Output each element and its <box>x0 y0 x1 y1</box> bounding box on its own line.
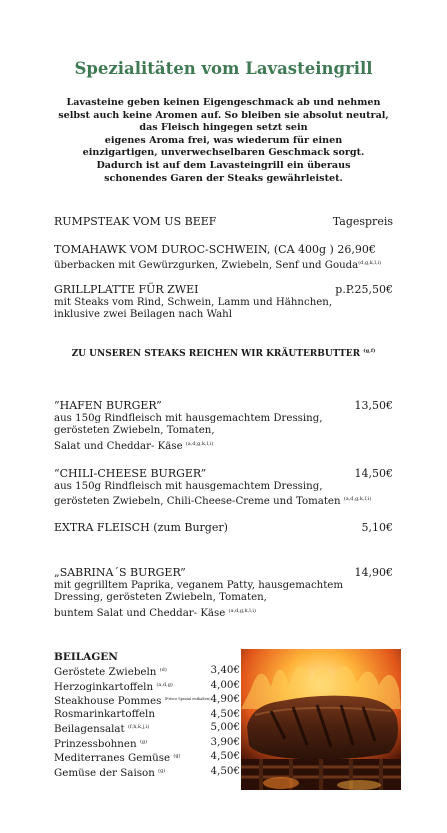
grilled-steak-photo <box>241 649 401 790</box>
side-dish-item: Beilagensalat $^{(f,h,k,j,i)}$ 5,00€ <box>54 720 240 735</box>
herb-butter-notice: ZU UNSEREN STEAKS REICHEN WIR KRÄUTERBUTTER $^{(g,f)}$ <box>71 348 376 359</box>
menu-item-rumpsteak <box>54 216 393 229</box>
intro-line: eigenes Aroma frei, was wiederum für einen <box>104 134 343 146</box>
item-name: „SABRINA´S BURGER” <box>54 566 186 579</box>
intro-line: das Fleisch hingegen setzt sein <box>139 122 308 134</box>
item-price: 13,50€ <box>354 399 393 412</box>
allergen-codes: (a,d,g,k,l,i) <box>343 496 372 503</box>
intro-line: selbst auch keine Aromen auf. So bleiben sie absolut neutral, <box>58 109 389 121</box>
item-price: 14,50€ <box>354 467 393 480</box>
item-name: “CHILI-CHEESE BURGER” <box>54 467 207 480</box>
intro-line: einzigartigen, unverwechselbaren Geschmack sorgt. <box>82 147 365 159</box>
menu-item-grillplatte <box>54 284 393 322</box>
menu-item-sabrinas-burger <box>54 567 393 621</box>
item-description: inklusive zwei Beilagen nach Wahl <box>54 309 233 321</box>
item-description: überbacken mit Gewürzgurken, Zwiebeln, Senf und Gouda$^{(d,g,k,l,i)}$ <box>54 259 382 271</box>
item-description: Dressing, gerösteten Zwiebeln, Tomaten, <box>54 592 267 604</box>
allergen-codes: (d,g,k,l,i) <box>358 259 382 266</box>
side-dishes-section <box>54 651 240 780</box>
item-price: Tagespreis <box>332 215 393 228</box>
item-description: buntem Salat und Cheddar- Käse $^{(a,d,g,k,l,i)}$ <box>54 607 256 619</box>
allergen-codes: (g,f) <box>363 348 376 354</box>
allergen-codes: (a,d,g,k,l,i) <box>228 607 256 614</box>
item-name: RUMPSTEAK VOM US BEEF <box>54 215 217 228</box>
item-name: TOMAHAWK VOM DUROC-SCHWEIN, (CA 400g ) 26,90€ <box>54 243 376 256</box>
menu-item-tomahawk <box>54 244 393 272</box>
side-dish-item: Gemüse der Saison $^{(g)}$ 4,50€ <box>54 764 240 779</box>
item-price: 5,10€ <box>361 521 393 534</box>
item-description: aus 150g Rindfleisch mit hausgemachtem Dressing, <box>54 412 323 424</box>
side-dish-item: Steakhouse Pommes $^{(Frisco Spezial enthalten)}$ 4,90€ <box>54 693 241 708</box>
item-description: Salat und Cheddar- Käse $^{(a,d,g,k,l,i)}$ <box>54 440 214 452</box>
intro-text <box>40 97 407 185</box>
side-dish-item: Herzoginkartoffeln $^{(a,d,g)}$ 4,00€ <box>54 678 240 693</box>
item-description: aus 150g Rindfleisch mit hausgemachtem Dressing, <box>54 480 323 492</box>
grilled-steak-image <box>241 649 401 790</box>
item-description: mit gegrilltem Paprika, veganem Patty, hausgemachtem <box>54 579 343 591</box>
side-dish-item: Rosmarinkartoffeln 4,50€ <box>54 708 240 721</box>
item-description: gerösteten Zwiebeln, Chili-Cheese-Creme und Tomaten $^{(a,d,g,k,l,i)}$ <box>54 496 372 508</box>
item-name: EXTRA FLEISCH (zum Burger) <box>54 521 228 534</box>
item-name: “HAFEN BURGER” <box>54 399 162 412</box>
allergen-codes: (a,d,g,k,l,i) <box>185 440 214 447</box>
page-title: Spezialitäten vom Lavasteingrill <box>74 59 373 78</box>
side-dish-item: Prinzessbohnen $^{(g)}$ 3,90€ <box>54 735 240 750</box>
menu-item-chili-cheese-burger <box>54 468 393 509</box>
item-price: 14,90€ <box>354 566 393 579</box>
intro-line: Dadurch ist auf dem Lavasteingrill ein überaus <box>96 159 351 171</box>
side-dish-item: Mediterranes Gemüse $^{(g)}$ 4,50€ <box>54 750 240 765</box>
intro-line: Lavasteine geben keinen Eigengeschmack ab und nehmen <box>66 97 381 108</box>
item-price: p.P.25,50€ <box>335 283 393 296</box>
item-description: gerösteten Zwiebeln, Tomaten, <box>54 425 215 437</box>
side-dishes-title: BEILAGEN <box>54 651 118 663</box>
menu-item-hafen-burger <box>54 400 393 454</box>
menu-item-extra-fleisch <box>54 522 393 535</box>
item-description: mit Steaks vom Rind, Schwein, Lamm und Hähnchen, <box>54 296 333 308</box>
side-dish-item: Geröstete Zwiebeln $^{(d)}$ 3,40€ <box>54 664 240 678</box>
intro-line: schonendes Garen der Steaks gewährleistet. <box>104 172 343 184</box>
item-name: GRILLPLATTE FÜR ZWEI <box>54 283 199 296</box>
